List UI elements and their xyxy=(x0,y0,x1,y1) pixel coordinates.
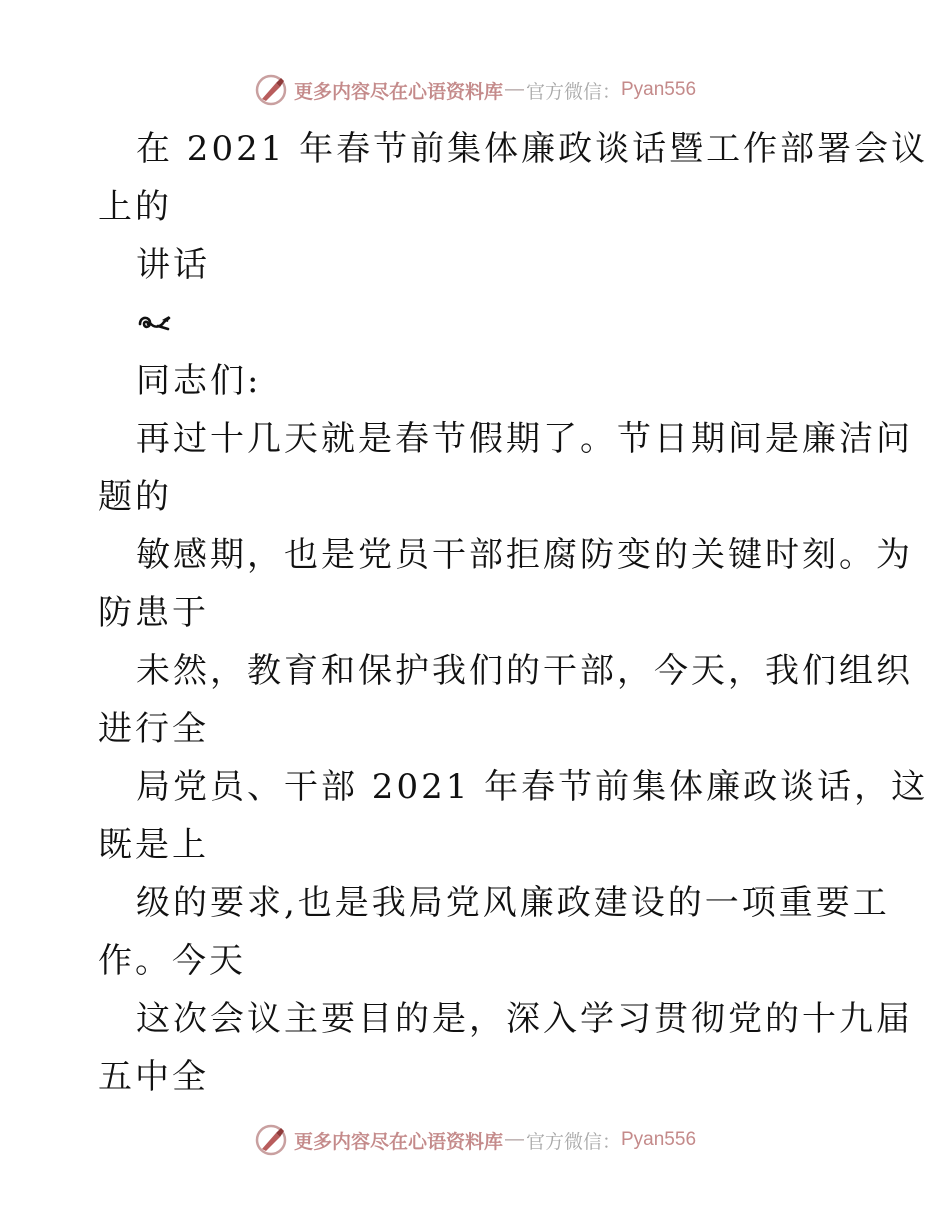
watermark-wechat-id: Pyan556 xyxy=(621,79,697,100)
paragraph-line: 五中全 xyxy=(98,1057,209,1097)
title-line-1: 在 2021 年春节前集体廉政谈话暨工作部署会议 xyxy=(136,129,929,169)
paragraph-line: 进行全 xyxy=(98,709,209,749)
header-watermark xyxy=(0,70,950,110)
swirl-ornament-icon xyxy=(136,312,172,334)
watermark-label: 官方微信： xyxy=(525,80,621,103)
watermark-separator: — xyxy=(504,1129,524,1150)
footer-watermark xyxy=(0,1120,950,1160)
paragraph-line: 防患于 xyxy=(98,593,209,633)
watermark-brand: 更多内容尽在心语资料库 xyxy=(293,1130,503,1153)
paragraph-line: 再过十几天就是春节假期了。节日期间是廉洁问 xyxy=(136,419,913,459)
pen-nib-logo-icon xyxy=(254,73,288,107)
watermark-brand: 更多内容尽在心语资料库 xyxy=(293,80,503,103)
ornament-row xyxy=(98,294,858,352)
title-line-2: 上的 xyxy=(98,187,172,227)
paragraph-line: 这次会议主要目的是，深入学习贯彻党的十九届 xyxy=(136,999,913,1039)
pen-nib-logo-icon xyxy=(254,1123,288,1157)
paragraph-line: 敏感期，也是党员干部拒腐防变的关键时刻。为 xyxy=(136,535,913,575)
watermark-separator: — xyxy=(504,79,524,100)
paragraph-line: 题的 xyxy=(98,477,172,517)
paragraph-line: 局党员、干部 2021 年春节前集体廉政谈话，这 xyxy=(136,767,929,807)
paragraph-line: 作。今天 xyxy=(98,941,246,981)
document-body xyxy=(98,120,929,1106)
paragraph-line: 未然，教育和保护我们的干部，今天，我们组织 xyxy=(136,651,913,691)
watermark-label: 官方微信： xyxy=(525,1130,621,1153)
salutation: 同志们: xyxy=(136,361,262,401)
paragraph-line: 既是上 xyxy=(98,825,209,865)
paragraph-line: 级的要求,也是我局党风廉政建设的一项重要工 xyxy=(136,883,890,923)
title-line-3: 讲话 xyxy=(136,245,210,285)
watermark-wechat-id: Pyan556 xyxy=(621,1129,697,1150)
